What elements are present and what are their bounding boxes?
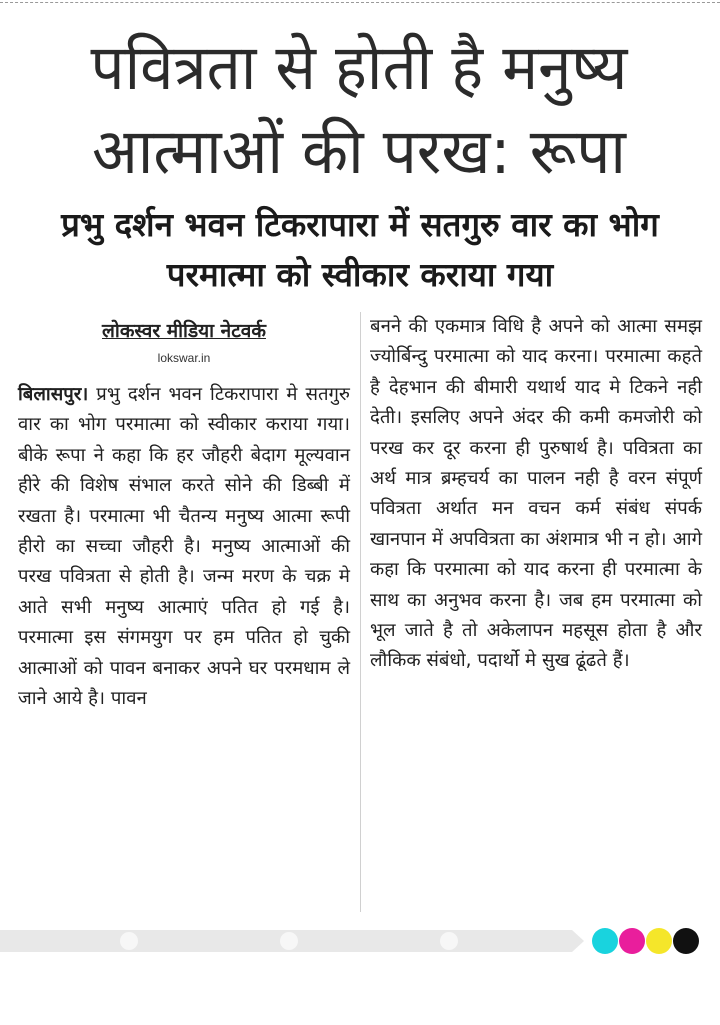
bar-dot bbox=[440, 932, 458, 950]
cyan-registration-mark bbox=[592, 928, 618, 954]
article-right-column: बनने की एकमात्र विधि है अपने को आत्मा समझ ज्योर्बिन्दु परमात्मा को याद करना। परमात्मा कहते है देहभान की बीमारी यथार्थ याद मे टिकने नही देती। इसलिए अपने अंदर की कमी कमजोरी को परख कर दूर करना ही पुरुषार्थ है। पवित्रता का अर्थ मात्र ब्रम्हचर्य का पालन नही है वरन संपूर्ण पवित्रता अर्थात मन वचन कर्म संबंध संपर्क खानपान में अपवित्रता का अंशमात्र भी न हो। आगे कहा कि परमात्मा को याद करना ही परमात्मा के साथ का अनुभव करना है। जब हम परमात्मा को भूल जाते है तो अकेलापन महसूस होता है और लौकिक संबंधो, पदार्थो मे सुख ढूंढते हैं। bbox=[370, 316, 702, 672]
dateline: बिलासपुर। bbox=[18, 384, 89, 405]
headline: पवित्रता से होती है मनुष्य आत्माओं की परख: रूपा bbox=[90, 31, 628, 189]
byline: लोकस्वर मीडिया नेटवर्क bbox=[102, 320, 266, 342]
website: lokswar.in bbox=[157, 351, 211, 365]
bottom-decorative-bar bbox=[0, 930, 572, 952]
yellow-registration-mark bbox=[646, 928, 672, 954]
column-divider bbox=[360, 312, 361, 912]
left-column-text: प्रभु दर्शन भवन टिकरापारा मे सतगुरु वार का भोग परमात्मा को स्वीकार कराया गया। बीके रूपा ने कहा कि हर जौहरी बेदाग मूल्यवान हीरे की विशेष संभाल करते सोने की डिब्बी में रखता है। परमात्मा भी चैतन्य मनुष्य आत्मा रूपी हीरो का सच्चा जौहरी है। मनुष्य आत्माओं की परख पवित्रता से होती है। जन्म मरण के चक्र मे आते सभी मनुष्य आत्माएं पतित हो गई है। परमात्मा इस संगमयुग पर हम पतित हो चुकी आत्माओं को पावन बनाकर अपने घर परमधाम ले जाने आये है। पावन bbox=[18, 384, 350, 710]
subheadline: प्रभु दर्शन भवन टिकरापारा में सतगुरु वार का भोग परमात्मा को स्वीकार कराया गया bbox=[61, 205, 659, 294]
bar-dot bbox=[280, 932, 298, 950]
black-registration-mark bbox=[673, 928, 699, 954]
top-cut-line bbox=[0, 2, 720, 3]
bar-dot bbox=[120, 932, 138, 950]
magenta-registration-mark bbox=[619, 928, 645, 954]
bar-arrow-icon bbox=[572, 930, 584, 952]
article-left-column bbox=[18, 380, 350, 714]
